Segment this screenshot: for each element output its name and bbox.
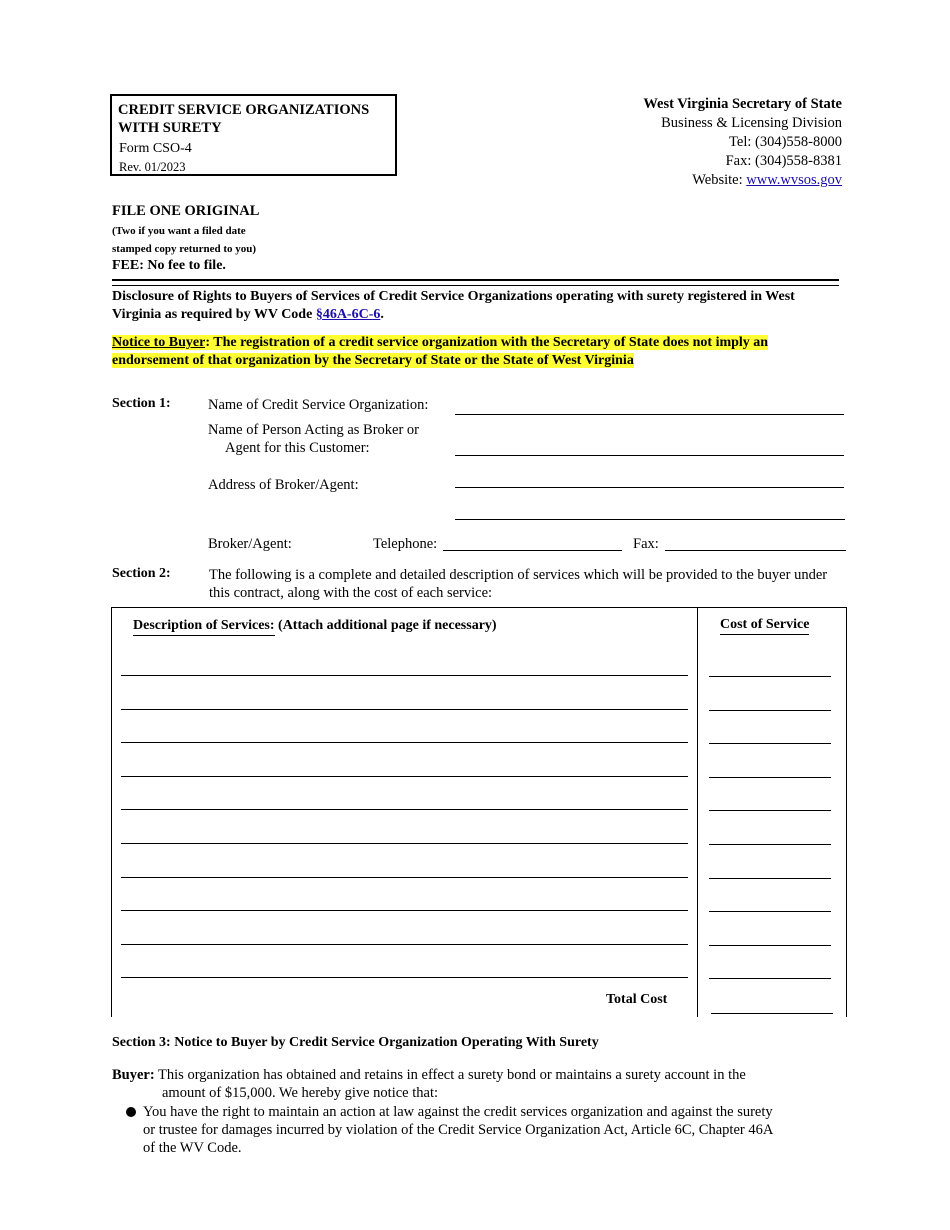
notice-to-buyer bbox=[112, 334, 842, 370]
bullet1-line1: You have the right to maintain an action at law against the credit services organization and against the surety bbox=[143, 1104, 773, 1120]
service-cost-line[interactable] bbox=[709, 676, 831, 677]
services-table-divider bbox=[697, 607, 698, 1017]
service-description-line[interactable] bbox=[121, 910, 688, 911]
broker-name-label-line1: Name of Person Acting as Broker or bbox=[208, 422, 420, 438]
header-divider bbox=[112, 279, 839, 286]
form-title-box bbox=[110, 94, 397, 176]
service-description-line[interactable] bbox=[121, 877, 688, 878]
address-field-line2[interactable] bbox=[455, 519, 845, 520]
notice-text: The registration of a credit service organization with the Secretary of State does not imply an endorsement of that organization by the Secretary of State or the State of West Virginia bbox=[112, 335, 769, 368]
org-name-field[interactable] bbox=[455, 414, 844, 415]
service-description-line[interactable] bbox=[121, 709, 688, 710]
section3-title: Section 3: Notice to Buyer by Credit Service Organization Operating With Surety bbox=[112, 1035, 599, 1050]
fax-field[interactable] bbox=[665, 550, 846, 551]
filing-note bbox=[112, 222, 256, 258]
buyer-text-line1: This organization has obtained and retains in effect a surety bond or maintains a surety account in the bbox=[154, 1067, 746, 1083]
file-one-original: FILE ONE ORIGINAL bbox=[112, 203, 260, 219]
desc-header-label: Description of Services: bbox=[133, 618, 275, 636]
address-label: Address of Broker/Agent: bbox=[208, 477, 359, 493]
service-description-line[interactable] bbox=[121, 776, 688, 777]
telephone-label: Telephone: bbox=[373, 536, 438, 552]
service-description-line[interactable] bbox=[121, 944, 688, 945]
agency-fax: Fax: (304)558-8381 bbox=[725, 153, 842, 169]
disclosure-end: . bbox=[380, 307, 384, 322]
service-cost-line[interactable] bbox=[709, 844, 831, 845]
agency-division: Business & Licensing Division bbox=[661, 115, 842, 131]
agency-tel: Tel: (304)558-8000 bbox=[729, 134, 842, 150]
service-cost-line[interactable] bbox=[709, 710, 831, 711]
broker-name-label-line2: Agent for this Customer: bbox=[225, 440, 370, 456]
wv-code-link[interactable]: §46A-6C-6 bbox=[315, 307, 381, 322]
service-description-line[interactable] bbox=[121, 675, 688, 676]
disclosure-text bbox=[112, 288, 842, 324]
service-cost-line[interactable] bbox=[709, 945, 831, 946]
services-desc-header bbox=[133, 618, 497, 634]
bullet1-line3: of the WV Code. bbox=[143, 1140, 242, 1156]
filing-note-line2: stamped copy returned to you) bbox=[112, 243, 257, 255]
buyer-label: Buyer: bbox=[112, 1067, 155, 1083]
notice-colon: : bbox=[205, 335, 210, 350]
service-cost-line[interactable] bbox=[709, 878, 831, 879]
desc-header-note: (Attach additional page if necessary) bbox=[274, 618, 497, 633]
form-number: Form CSO-4 bbox=[119, 141, 192, 156]
service-description-line[interactable] bbox=[121, 742, 688, 743]
address-field-line1[interactable] bbox=[455, 487, 844, 488]
notice-label: Notice to Buyer bbox=[112, 335, 206, 350]
fax-label: Fax: bbox=[633, 536, 659, 552]
service-description-line[interactable] bbox=[121, 977, 688, 978]
agency-name: West Virginia Secretary of State bbox=[643, 96, 842, 112]
buyer-paragraph-line1 bbox=[112, 1066, 746, 1084]
service-cost-line[interactable] bbox=[709, 777, 831, 778]
section2-label: Section 2: bbox=[112, 566, 171, 581]
telephone-field[interactable] bbox=[443, 550, 622, 551]
service-description-line[interactable] bbox=[121, 843, 688, 844]
disclosure-body: Disclosure of Rights to Buyers of Services of Credit Service Organizations operating with surety registered in West Virginia as required by WV Code bbox=[112, 289, 795, 322]
section2-text: The following is a complete and detailed description of services which will be provided to the buyer under this contract, along with the cost of each service: bbox=[209, 567, 828, 601]
filing-fee: FEE: No fee to file. bbox=[112, 258, 226, 273]
service-description-line[interactable] bbox=[121, 809, 688, 810]
form-title: CREDIT SERVICE ORGANIZATIONS WITH SURETY bbox=[118, 102, 370, 136]
filing-note-line1: (Two if you want a filed date bbox=[112, 225, 246, 237]
agency-website bbox=[643, 171, 842, 190]
broker-name-field[interactable] bbox=[455, 455, 844, 456]
website-label: Website: bbox=[692, 172, 747, 188]
bullet1-line2: or trustee for damages incurred by violation of the Credit Service Organization Act, Article 6C, Chapter 46A bbox=[143, 1122, 774, 1138]
form-revision: Rev. 01/2023 bbox=[119, 160, 186, 174]
section1-label: Section 1: bbox=[112, 396, 171, 411]
cost-header: Cost of Service bbox=[720, 617, 809, 635]
broker-agent-label: Broker/Agent: bbox=[208, 536, 292, 552]
website-link[interactable]: www.wvsos.gov bbox=[746, 172, 842, 188]
org-name-label: Name of Credit Service Organization: bbox=[208, 397, 429, 413]
buyer-text-line2: amount of $15,000. We hereby give notice that: bbox=[162, 1085, 439, 1101]
agency-info bbox=[643, 95, 842, 190]
service-cost-line[interactable] bbox=[709, 810, 831, 811]
service-cost-line[interactable] bbox=[709, 911, 831, 912]
total-cost-label: Total Cost bbox=[606, 992, 668, 1007]
service-cost-line[interactable] bbox=[709, 743, 831, 744]
total-cost-field[interactable] bbox=[711, 1013, 833, 1014]
bullet-icon bbox=[126, 1107, 136, 1117]
services-table bbox=[111, 607, 847, 1017]
service-cost-line[interactable] bbox=[709, 978, 831, 979]
